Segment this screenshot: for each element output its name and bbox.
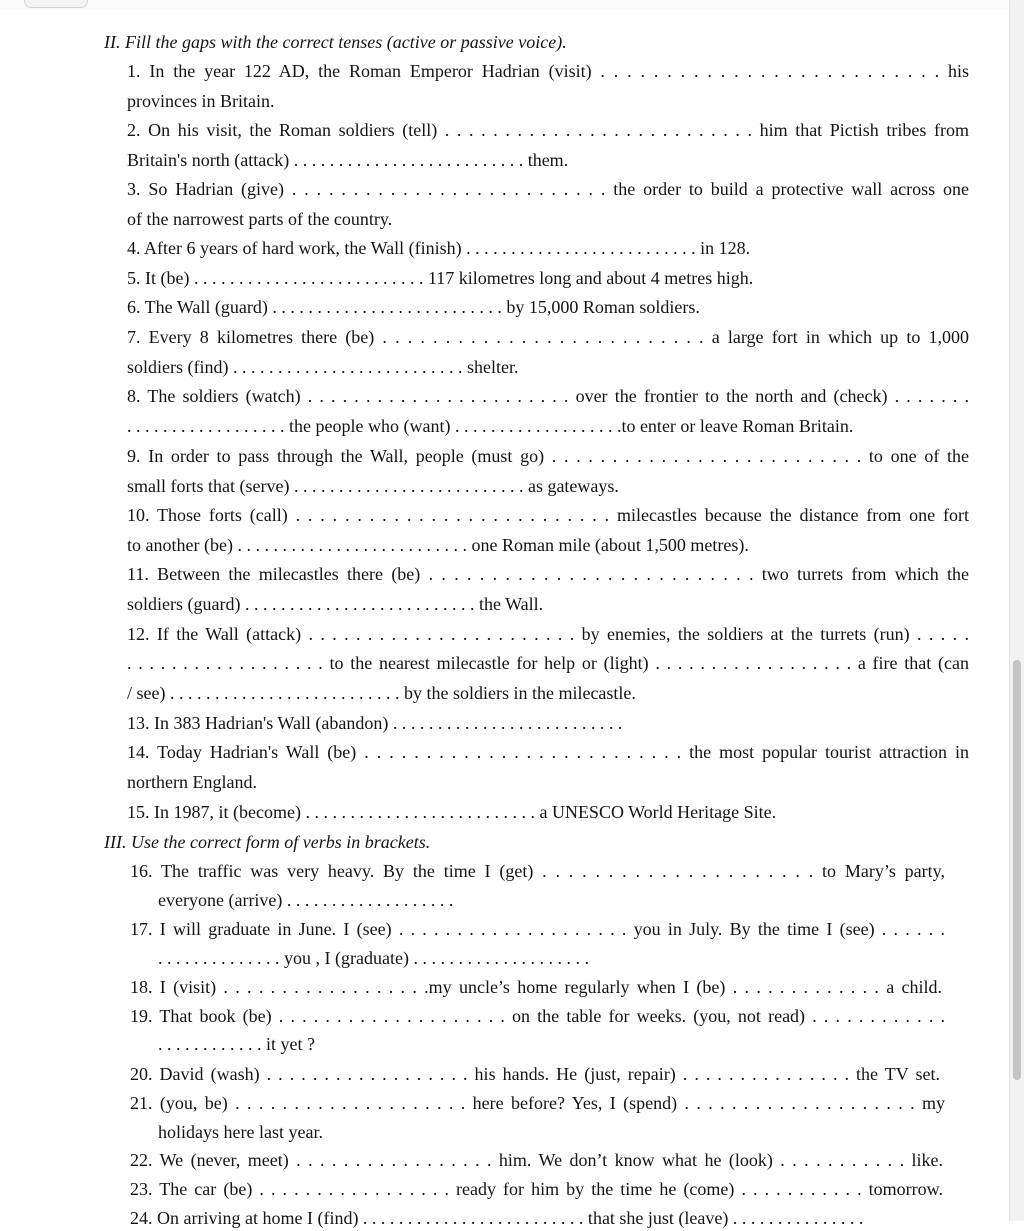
section-3-heading: III. Use the correct form of verbs in brackets.	[104, 832, 431, 852]
exercise-line: 24. On arriving at home I (find) . . . . . . . . . . . . . . . . . . . . . . . . . that she just (leave) . . . . . . . . . . . . . . .	[130, 1208, 864, 1228]
exercise-line: / see) . . . . . . . . . . . . . . . . . . . . . . . . . . by the soldiers in the milecastle.	[127, 683, 636, 703]
tab-edge[interactable]	[24, 0, 88, 8]
exercise-line: 15. In 1987, it (become) . . . . . . . . . . . . . . . . . . . . . . . . . . a UNESCO World Heritage Site.	[127, 802, 777, 822]
section-2-heading: II. Fill the gaps with the correct tenses (active or passive voice).	[104, 32, 567, 52]
exercise-line: to another (be) . . . . . . . . . . . . . . . . . . . . . . . . . . one Roman mile (about 1,500 metres).	[127, 535, 749, 555]
exercise-line: 17. I will graduate in June. I (see) . . . . . . . . . . . . . . . . . . . . you in July. By the time I (see) . . . . . .	[130, 919, 945, 939]
exercise-line: 6. The Wall (guard) . . . . . . . . . . . . . . . . . . . . . . . . . . by 15,000 Roman soldiers.	[127, 297, 700, 317]
exercise-line: 10. Those forts (call) . . . . . . . . . . . . . . . . . . . . . . . . . . milecastles because the distance from one fort	[127, 505, 969, 525]
exercise-line: 14. Today Hadrian's Wall (be) . . . . . . . . . . . . . . . . . . . . . . . . . . the most popular tourist attraction in	[127, 742, 969, 762]
exercise-line: provinces in Britain.	[127, 91, 275, 111]
exercise-line: . . . . . . . . . . . . . . . . . . the people who (want) . . . . . . . . . . . . . . . . . . .to enter or leave Roman Britain.	[127, 416, 854, 436]
exercise-line: 16. The traffic was very heavy. By the time I (get) . . . . . . . . . . . . . . . . . . . . . to Mary’s party,	[130, 861, 945, 881]
exercise-line: 19. That book (be) . . . . . . . . . . . . . . . . . . . . on the table for weeks. (you, not read) . . . . . . . . . . . .	[130, 1006, 945, 1026]
exercise-line: small forts that (serve) . . . . . . . . . . . . . . . . . . . . . . . . . . as gateways.	[127, 476, 619, 496]
exercise-line: . . . . . . . . . . . . . . you , I (graduate) . . . . . . . . . . . . . . . . . . . .	[158, 948, 589, 968]
exercise-line: 9. In order to pass through the Wall, people (must go) . . . . . . . . . . . . . . . . . . . . . . . . . . to one of the	[127, 446, 969, 466]
exercise-line: 22. We (never, meet) . . . . . . . . . . . . . . . . . him. We don’t know what he (look) . . . . . . . . . . . like.	[130, 1150, 943, 1170]
exercise-line: holidays here last year.	[158, 1122, 323, 1142]
exercise-line: 7. Every 8 kilometres there (be) . . . . . . . . . . . . . . . . . . . . . . . . . . a large fort in which up to 1,000	[127, 327, 969, 347]
exercise-line: 8. The soldiers (watch) . . . . . . . . . . . . . . . . . . . . . . . over the frontier to the north and (check) . . . . . . .	[127, 386, 969, 406]
scrollbar-thumb[interactable]	[1013, 660, 1021, 1080]
exercise-line: northern England.	[127, 772, 257, 792]
exercise-line: 3. So Hadrian (give) . . . . . . . . . . . . . . . . . . . . . . . . . . the order to build a protective wall across one	[127, 179, 969, 199]
exercise-line: 13. In 383 Hadrian's Wall (abandon) . . . . . . . . . . . . . . . . . . . . . . . . . .	[127, 713, 623, 733]
scrollbar[interactable]	[1009, 0, 1024, 1221]
exercise-line: 2. On his visit, the Roman soldiers (tell) . . . . . . . . . . . . . . . . . . . . . . . . . . him that Pictish tribes from	[127, 120, 969, 140]
exercise-line: of the narrowest parts of the country.	[127, 209, 393, 229]
exercise-line: 1. In the year 122 AD, the Roman Emperor Hadrian (visit) . . . . . . . . . . . . . . . . . . . . . . . . . . his	[127, 61, 969, 81]
exercise-line: 5. It (be) . . . . . . . . . . . . . . . . . . . . . . . . . . 117 kilometres long and about 4 metres high.	[127, 268, 754, 288]
exercise-line: . . . . . . . . . . . . . . . . . . to the nearest milecastle for help or (light) . . . . . . . . . . . . . . . . . . a fire that (can	[127, 653, 969, 673]
exercise-line: 21. (you, be) . . . . . . . . . . . . . . . . . . . . here before? Yes, I (spend) . . . . . . . . . . . . . . . . . . . . my	[130, 1093, 945, 1113]
exercise-line: . . . . . . . . . . . . it yet ?	[158, 1034, 315, 1054]
exercise-line: 4. After 6 years of hard work, the Wall (finish) . . . . . . . . . . . . . . . . . . . . . . . . . . in 128.	[127, 238, 751, 258]
exercise-line: 12. If the Wall (attack) . . . . . . . . . . . . . . . . . . . . . . . by enemies, the soldiers at the turrets (run) . . . . .	[127, 624, 969, 644]
exercise-line: soldiers (find) . . . . . . . . . . . . . . . . . . . . . . . . . . shelter.	[127, 357, 519, 377]
exercise-line: 20. David (wash) . . . . . . . . . . . . . . . . . . his hands. He (just, repair) . . . . . . . . . . . . . . . the TV set.	[130, 1064, 940, 1084]
browser-top-edge	[0, 0, 1024, 10]
exercise-line: everyone (arrive) . . . . . . . . . . . . . . . . . . .	[158, 890, 454, 910]
exercise-line: 23. The car (be) . . . . . . . . . . . . . . . . . ready for him by the time he (come) . . . . . . . . . . . tomorrow.	[130, 1179, 943, 1199]
exercise-line: 18. I (visit) . . . . . . . . . . . . . . . . . .my uncle’s home regularly when I (be) . . . . . . . . . . . . . a child.	[130, 977, 942, 997]
exercise-line: 11. Between the milecastles there (be) . . . . . . . . . . . . . . . . . . . . . . . . . . two turrets from which the	[127, 564, 969, 584]
exercise-line: soldiers (guard) . . . . . . . . . . . . . . . . . . . . . . . . . . the Wall.	[127, 594, 544, 614]
exercise-line: Britain's north (attack) . . . . . . . . . . . . . . . . . . . . . . . . . . them.	[127, 150, 569, 170]
